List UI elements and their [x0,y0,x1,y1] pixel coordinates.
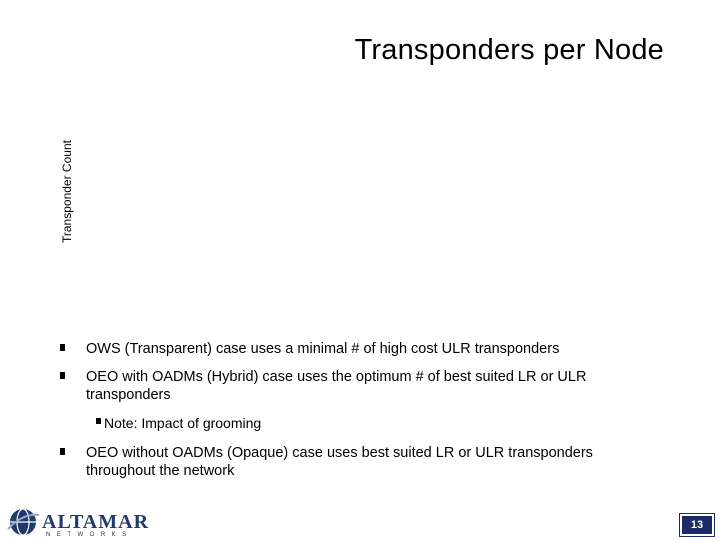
bullet-marker-icon [96,418,101,424]
globe-icon [6,505,40,539]
bullet-marker-icon [60,372,65,379]
bullet-marker-icon [60,448,65,455]
logo-wordmark: ALTAMAR [42,511,150,533]
bullet-text: OEO without OADMs (Opaque) case uses best suited LR or ULR transponders throughout the network [86,445,593,479]
bullet-item [56,368,656,404]
y-axis-label: Transponder Count [60,140,74,243]
bullet-text: OEO with OADMs (Hybrid) case uses the optimum # of best suited LR or ULR transponders [86,369,587,403]
sub-bullet-item [56,414,656,432]
logo-tagline: NETWORKS [46,532,133,538]
page-number-badge [679,513,715,537]
page-number: 13 [682,516,712,534]
bullet-item [56,444,656,480]
bullet-marker-icon [60,344,65,351]
bullet-list [56,340,656,490]
bullet-item [56,340,656,358]
slide-title: Transponders per Node [354,34,664,66]
altamar-logo [6,503,150,539]
bullet-text: OWS (Transparent) case uses a minimal # of high cost ULR transponders [86,341,560,357]
sub-bullet-text: Note: Impact of grooming [104,415,262,431]
